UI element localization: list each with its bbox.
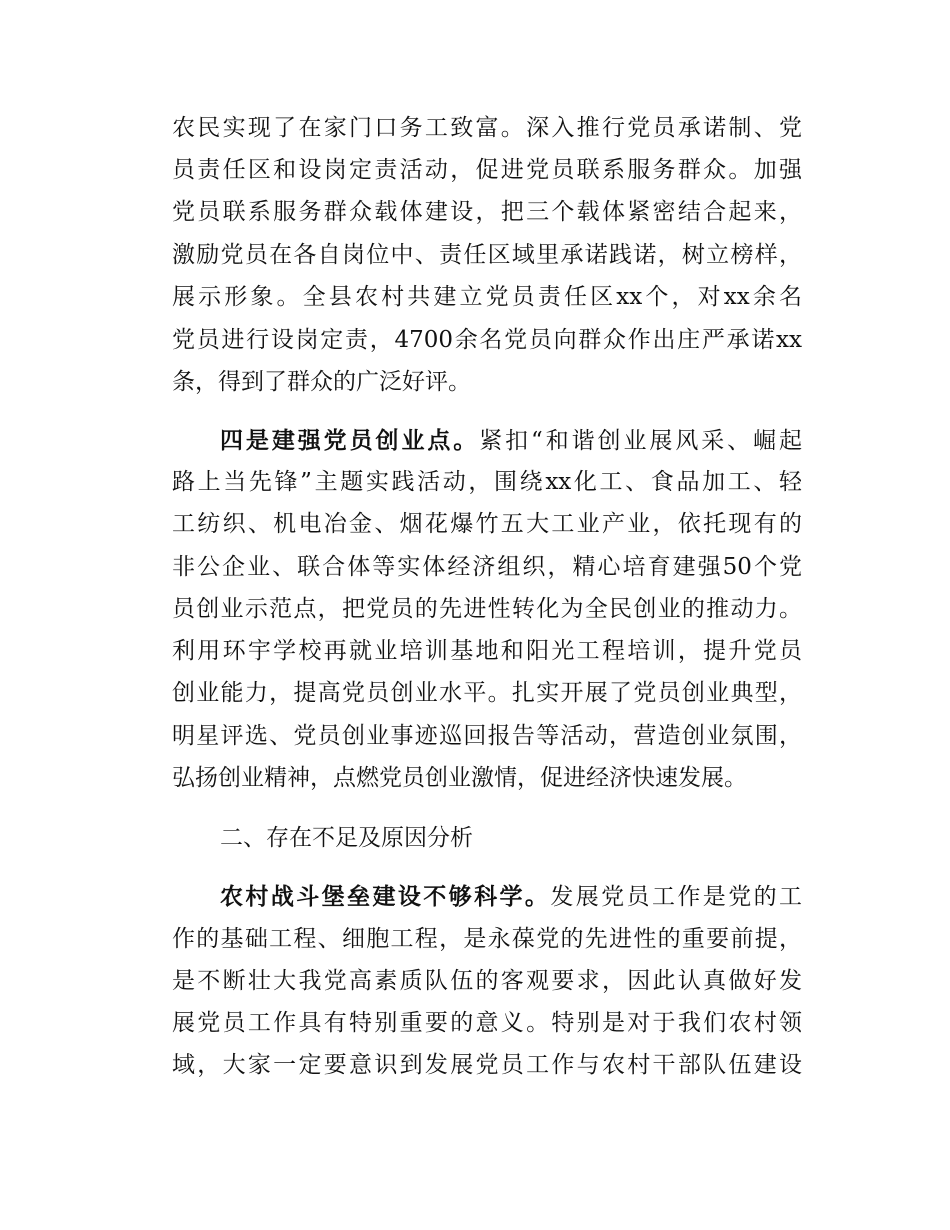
text-line: 非公企业、联合体等实体经济组织，精心培育建强50个党 [172, 554, 802, 580]
text-line: 是不断壮大我党高素质队伍的客观要求，因此认真做好发 [172, 968, 802, 994]
text-line: 农民实现了在家门口务工致富。深入推行党员承诺制、党 [172, 115, 802, 141]
text-line: 利用环宇学校再就业培训基地和阳光工程培训，提升党员 [172, 638, 802, 664]
text-line: 展示形象。全县农村共建立党员责任区xx个，对xx余名 [172, 284, 802, 310]
text-line: 党员进行设岗定责，4700余名党员向群众作出庄严承诺xx [172, 327, 802, 353]
text-line: 员创业示范点，把党员的先进性转化为全民创业的推动力。 [172, 596, 802, 622]
text-line: 党员联系服务群众载体建设，把三个载体紧密结合起来， [172, 199, 802, 225]
text-line: 作的基础工程、细胞工程，是永葆党的先进性的重要前提， [172, 926, 802, 952]
text-line: 条，得到了群众的广泛好评。 [172, 369, 471, 395]
text-line: 明星评选、党员创业事迹巡回报告等活动，营造创业氛围， [172, 723, 802, 749]
text-line: 创业能力，提高党员创业水平。扎实开展了党员创业典型， [172, 680, 802, 706]
text-line: 员责任区和设岗定责活动，促进党员联系服务群众。加强 [172, 157, 802, 183]
text-span: 紧扣“和谐创业展风采、崛起 [479, 428, 802, 454]
paragraph-lead-heading: 农村战斗堡垒建设不够科学。 [220, 884, 551, 910]
text-line: 工纺织、机电冶金、烟花爆竹五大工业产业，依托现有的 [172, 511, 802, 537]
text-line: 域，大家一定要意识到发展党员工作与农村干部队伍建设 [172, 1052, 802, 1078]
text-line [220, 426, 802, 456]
text-line: 弘扬创业精神，点燃党员创业激情，促进经济快速发展。 [172, 765, 747, 791]
text-span: 发展党员工作是党的工 [550, 884, 803, 910]
text-line [220, 882, 802, 912]
section-heading: 二、存在不足及原因分析 [220, 825, 473, 851]
text-line: 激励党员在各自岗位中、责任区域里承诺践诺，树立榜样， [172, 242, 802, 268]
text-line: 展党员工作具有特别重要的意义。特别是对于我们农村领 [172, 1010, 802, 1036]
paragraph-lead-heading: 四是建强党员创业点。 [220, 428, 480, 454]
text-line: 路上当先锋”主题实践活动，围绕xx化工、食品加工、轻 [172, 469, 802, 495]
